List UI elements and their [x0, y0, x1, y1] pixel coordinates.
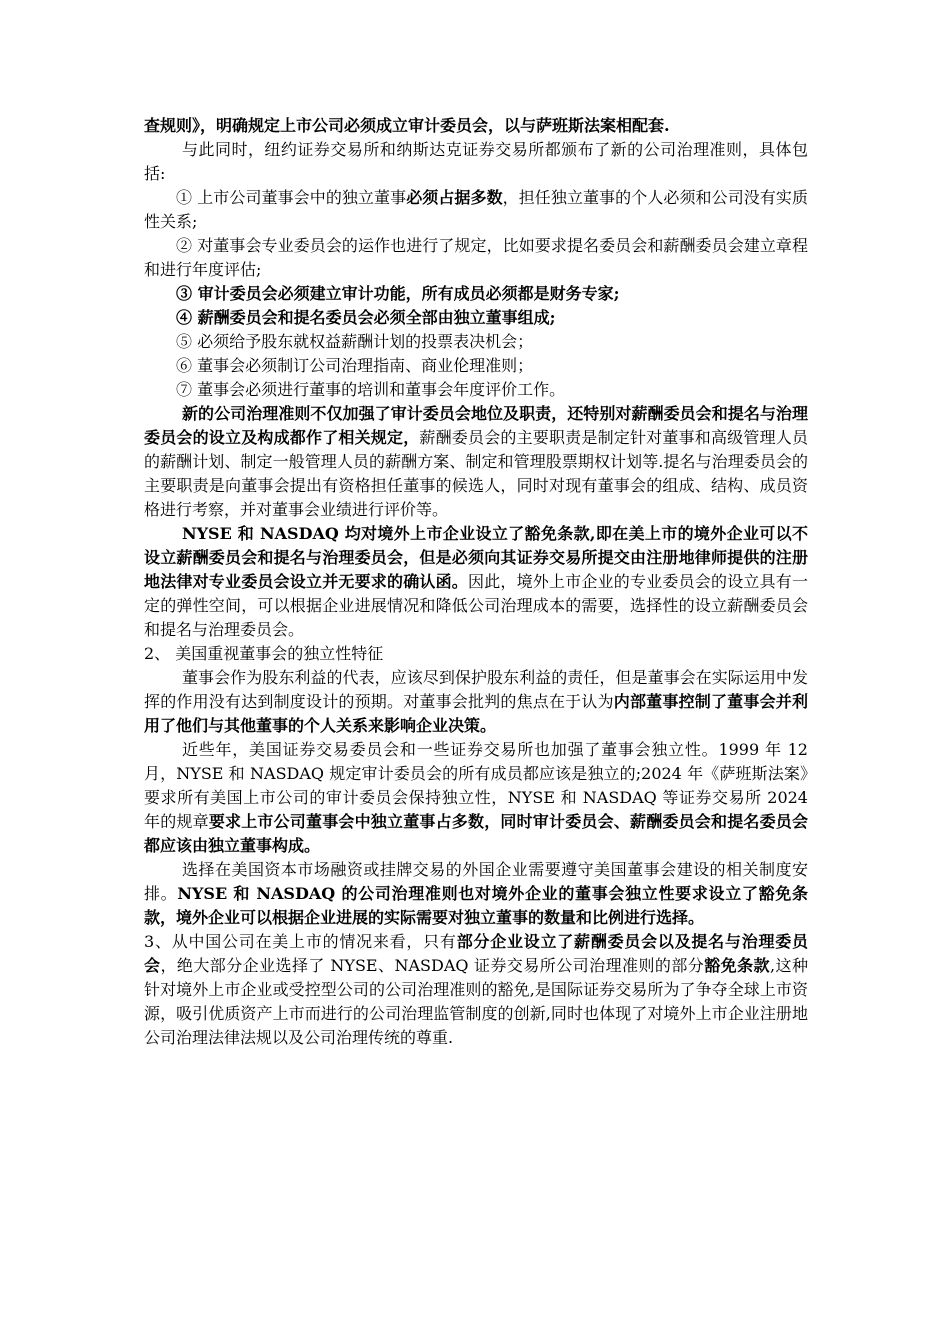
text-run: ⑥ 董事会必须制订公司治理指南、商业伦理准则； — [176, 356, 534, 375]
bold-text-run: 内部董事控制了董事会并利用了他们与其他董事的个人关系来影响企业决策。 — [144, 692, 808, 735]
paragraph-8 — [144, 378, 808, 402]
text-run: 与此同时，纽约证券交易所和纳斯达克证券交易所都颁布了新的公司治理准则，具体包括: — [144, 140, 808, 183]
text-run: ,这种针对境外上市企业或受控型公司的公司治理准则的豁免,是国际证券交易所为了争夺全球上市资源，吸引优质资产上市而进行的公司治理监管制度的创新,同时也体现了对境外上市企业注册地公司治理法律法规以及公司治理传统的尊重. — [144, 956, 808, 1047]
paragraph-10 — [144, 522, 808, 642]
paragraph-3 — [144, 234, 808, 282]
text-run: ，担任独立董事的个人必须和公司没有实质性关系; — [144, 188, 808, 231]
text-run: ② 对董事会专业委员会的运作也进行了规定，比如要求提名委员会和薪酬委员会建立章程和进行年度评估; — [144, 236, 808, 279]
paragraph-0 — [144, 114, 808, 138]
paragraph-12 — [144, 666, 808, 738]
bold-text-run: 查规则》，明确规定上市公司必须成立审计委员会，以与萨班斯法案相配套. — [144, 116, 670, 135]
text-run: 3、从中国公司在美上市的情况来看，只有 — [144, 932, 457, 951]
paragraph-15 — [144, 930, 808, 1050]
bold-text-run: NYSE 和 NASDAQ 的公司治理准则也对境外企业的董事会独立性要求设立了豁免条款，境外企业可以根据企业进展的实际需要对独立董事的数量和比例进行选择。 — [144, 884, 808, 927]
bold-text-run: ④ 薪酬委员会和提名委员会必须全部由独立董事组成; — [176, 308, 556, 327]
text-run: 薪酬委员会的主要职责是制定针对董事和高级管理人员的薪酬计划、制定一般管理人员的薪酬方案、制定和管理股票期权计划等.提名与治理委员会的主要职责是向董事会提出有资格担任董事的候选人，同时对现有董事会的组成、结构、成员资格进行考察，并对董事会业绩进行评价等。 — [144, 428, 808, 519]
paragraph-5 — [144, 306, 808, 330]
paragraph-2 — [144, 186, 808, 234]
bold-text-run: 部分企业设立了薪酬委员会以及提名与治理委员会 — [144, 932, 808, 975]
text-run: 因此，境外上市企业的专业委员会的设立具有一定的弹性空间，可以根据企业进展情况和降低公司治理成本的需要，选择性的设立薪酬委员会和提名与治理委员会。 — [144, 572, 808, 639]
bold-text-run: NYSE 和 NASDAQ 均对境外上市企业设立了豁免条款,即在美上市的境外企业可以不设立薪酬委员会和提名与治理委员会，但是必须向其证券交易所提交由注册地律师提供的注册地法律对专业委员会设立并无要求的确认函。 — [144, 524, 808, 591]
text-run: ⑦ 董事会必须进行董事的培训和董事会年度评价工作。 — [176, 380, 566, 399]
text-run: 近些年，美国证券交易委员会和一些证券交易所也加强了董事会独立性。1999 年 12 月，NYSE 和 NASDAQ 规定审计委员会的所有成员都应该是独立的;2024 年《萨班斯法案》要求所有美国上市公司的审计委员会保持独立性，NYSE 和 NASDAQ 等证券交易所 2024 年的规章 — [144, 740, 808, 831]
text-run: ，绝大部分企业选择了 NYSE、NASDAQ 证券交易所公司治理准则的部分 — [160, 956, 705, 975]
text-run: 选择在美国资本市场融资或挂牌交易的外国企业需要遵守美国董事会建设的相关制度安排。 — [144, 860, 808, 903]
document-page — [144, 114, 808, 1050]
bold-text-run: 必须占据多数 — [406, 188, 503, 207]
paragraph-1 — [144, 138, 808, 186]
text-run: 董事会作为股东利益的代表，应该尽到保护股东利益的责任，但是董事会在实际运用中发挥的作用没有达到制度设计的预期。对董事会批判的焦点在于认为 — [144, 668, 808, 711]
paragraph-6 — [144, 330, 808, 354]
bold-text-run: 豁免条款 — [704, 956, 771, 975]
bold-text-run: ③ 审计委员会必须建立审计功能，所有成员必须都是财务专家; — [176, 284, 620, 303]
text-run: 2、 美国重视董事会的独立性特征 — [144, 644, 384, 663]
paragraph-13 — [144, 738, 808, 858]
paragraph-11 — [144, 642, 808, 666]
text-run: ⑤ 必须给予股东就权益薪酬计划的投票表决机会； — [176, 332, 534, 351]
paragraph-14 — [144, 858, 808, 930]
paragraph-7 — [144, 354, 808, 378]
bold-text-run: 要求上市公司董事会中独立董事占多数，同时审计委员会、薪酬委员会和提名委员会都应该由独立董事构成。 — [144, 812, 808, 855]
bold-text-run: 新的公司治理准则不仅加强了审计委员会地位及职责，还特别对薪酬委员会和提名与治理委员会的设立及构成都作了相关规定， — [144, 404, 808, 447]
text-run: ① 上市公司董事会中的独立董事 — [176, 188, 407, 207]
paragraph-4 — [144, 282, 808, 306]
paragraph-9 — [144, 402, 808, 522]
